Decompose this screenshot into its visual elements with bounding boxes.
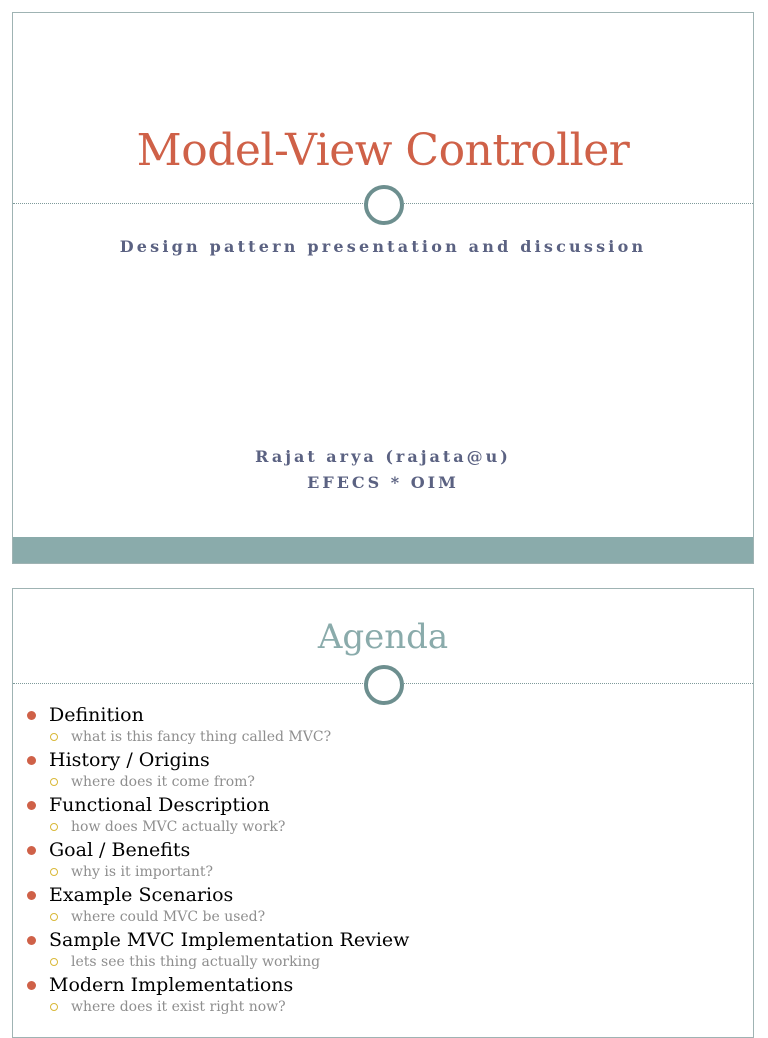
agenda-item-sub: what is this fancy thing called MVC?	[71, 729, 332, 745]
sub-bullet-icon	[50, 868, 58, 876]
list-item	[25, 928, 743, 973]
bullet-icon	[27, 846, 36, 855]
agenda-item-sub: where does it come from?	[71, 774, 255, 790]
author-name: Rajat arya (rajata@u)	[255, 447, 511, 466]
author-affiliation: EFECS * OIM	[307, 473, 459, 492]
agenda-item-label: Functional Description	[49, 794, 270, 816]
bullet-icon	[27, 711, 36, 720]
agenda-list	[25, 703, 743, 1018]
sub-bullet-icon	[50, 778, 58, 786]
bullet-icon	[27, 756, 36, 765]
ring-icon	[364, 185, 404, 225]
agenda-item-sub: why is it important?	[71, 864, 213, 880]
list-item	[25, 793, 743, 838]
title-slide	[12, 12, 754, 564]
agenda-title: Agenda	[317, 617, 449, 657]
slide-title: Model-View Controller	[136, 125, 630, 176]
agenda-item-sub: where could MVC be used?	[71, 909, 266, 925]
agenda-item-label: History / Origins	[49, 749, 210, 771]
agenda-item-sub: where does it exist right now?	[71, 999, 286, 1015]
agenda-item-label: Definition	[49, 704, 144, 726]
agenda-item-label: Modern Implementations	[49, 974, 294, 996]
sub-bullet-icon	[50, 733, 58, 741]
bullet-icon	[27, 891, 36, 900]
slide-subtitle: Design pattern presentation and discussion	[119, 237, 647, 256]
list-item	[25, 748, 743, 793]
bullet-icon	[27, 981, 36, 990]
agenda-slide	[12, 588, 754, 1038]
sub-bullet-icon	[50, 958, 58, 966]
bullet-icon	[27, 936, 36, 945]
agenda-item-label: Sample MVC Implementation Review	[49, 929, 410, 951]
ring-icon	[364, 665, 404, 705]
agenda-item-sub: lets see this thing actually working	[71, 954, 321, 970]
agenda-item-label: Goal / Benefits	[49, 839, 191, 861]
agenda-item-sub: how does MVC actually work?	[71, 819, 286, 835]
list-item	[25, 838, 743, 883]
list-item	[25, 973, 743, 1018]
list-item	[25, 883, 743, 928]
footer-band	[13, 537, 753, 563]
agenda-item-label: Example Scenarios	[49, 884, 234, 906]
sub-bullet-icon	[50, 913, 58, 921]
sub-bullet-icon	[50, 823, 58, 831]
list-item	[25, 703, 743, 748]
sub-bullet-icon	[50, 1003, 58, 1011]
bullet-icon	[27, 801, 36, 810]
